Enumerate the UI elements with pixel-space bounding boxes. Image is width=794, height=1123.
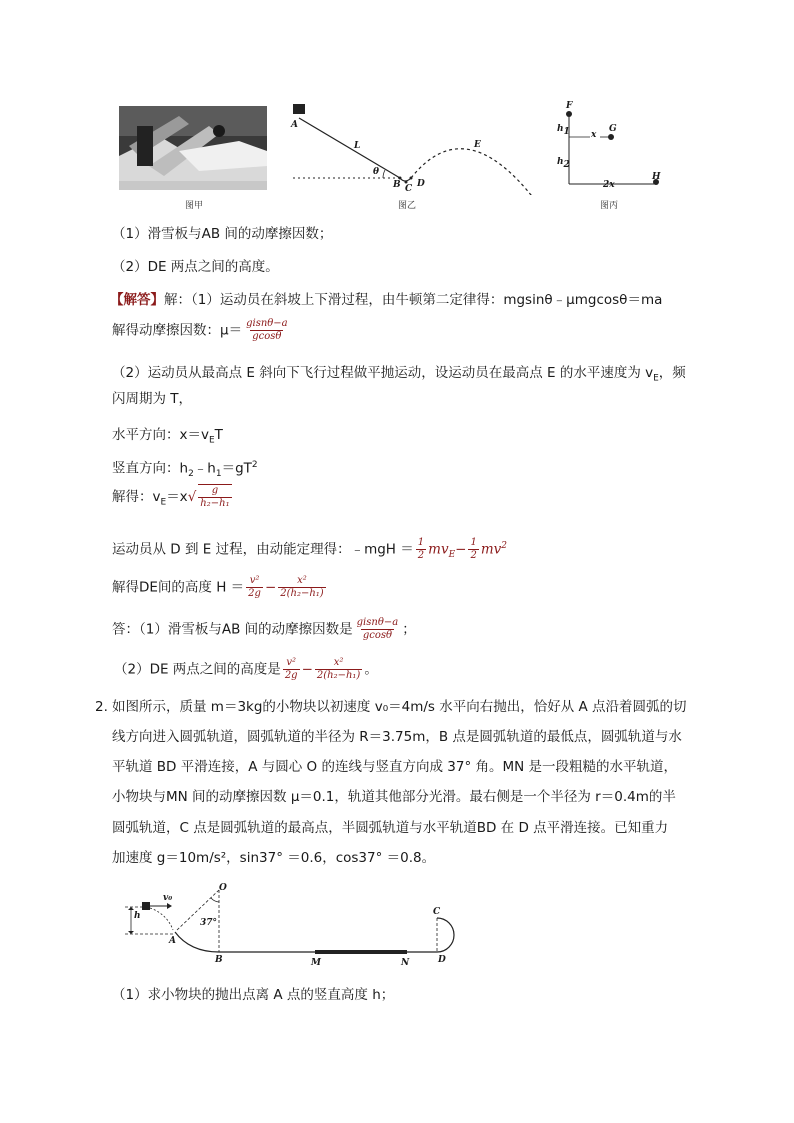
label-L: L: [354, 141, 361, 151]
part2-line1: （2）运动员从最高点 E 斜向下飞行过程做平抛运动，设运动员在最高点 E 的水平速度为 $v_E$，频: [112, 365, 686, 384]
label-C-fig2: C: [405, 184, 413, 194]
q2-number: 2.: [95, 699, 108, 715]
label-A-fig2: A: [291, 120, 298, 130]
answer2: （2）DE 两点之间的高度是 $\frac{\text{v²}}{2g}$ − $\frac{\text{x²}}{\text{2(h₂−h₁)}}$ 。: [114, 657, 378, 681]
label-H: H: [652, 172, 661, 182]
label-A-q2: A: [169, 936, 176, 946]
caption-fig2: 图乙: [398, 201, 417, 211]
q2-part1: （1）求小物块的抛出点离 A 点的竖直高度 h；: [112, 987, 395, 1003]
label-E-fig2: E: [474, 140, 481, 150]
label-h2: $h_2$: [557, 157, 570, 170]
q2-line-2: 线方向进入圆弧轨道，圆弧轨道的半径为 R＝3.75m，B 点是圆弧轨道的最低点，圆弧轨道与水: [112, 729, 682, 745]
slope-diagram: [285, 100, 535, 195]
q2-line-3: 平轨道 BD 平滑连接，A 与圆心 O 的连线与竖直方向成 37° 角。MN 是一段粗糙的水平轨道，: [112, 759, 678, 775]
answer-tag: 【解答】: [110, 292, 164, 308]
photo-figure: [119, 106, 267, 190]
q1-part1: （1）滑雪板与AB 间的动摩擦因数；: [112, 226, 333, 242]
label-F: F: [566, 101, 573, 111]
q1-part2: （2）DE 两点之间的高度。: [112, 259, 279, 275]
label-N: N: [401, 958, 410, 968]
label-D-q2: D: [438, 955, 446, 965]
horizontal-eq: 水平方向：$x=v_ET$: [112, 427, 223, 446]
q2-line-6: 加速度 g＝10m/s²，sin37° ＝0.6，cos37° ＝0.8。: [112, 850, 436, 866]
label-D-fig2: D: [417, 179, 425, 189]
label-C-q2: C: [433, 907, 441, 917]
q2-line-1: 如图所示，质量 m＝3kg的小物块以初速度 v₀＝4m/s 水平向右抛出，恰好从 A 点沿着圆弧的切: [112, 699, 687, 715]
label-h1: $h_1$: [557, 124, 570, 137]
label-B-q2: B: [215, 955, 223, 965]
answer-line1: 【解答】解：（1）运动员在斜坡上下滑过程，由牛顿第二定律得：mgsinθ﹣μmgcosθ＝ma: [110, 292, 663, 308]
energy-eq: 运动员从 D 到 E 过程，由动能定理得：﹣mgH ＝ $\frac{1}{2}$ $mv_E-$ $\frac{1}{2}$ $mv^2$: [112, 537, 508, 561]
q2-line-4: 小物块与MN 间的动摩擦因数 μ＝0.1，轨道其他部分光滑。最右侧是一个半径为 r＝0.4m的半: [112, 789, 676, 805]
answer1: 答：（1）滑雪板与AB 间的动摩擦因数是 $\frac{\text{gisnθ−a}}{gcos\theta}$ ；: [112, 617, 416, 641]
caption-fig1: 图甲: [185, 201, 204, 211]
label-O: O: [219, 883, 227, 893]
label-37deg: 37°: [200, 918, 218, 928]
part2-line2: 闪周期为 T，: [112, 391, 193, 407]
label-M: M: [311, 958, 321, 968]
vertical-eq: 竖直方向：$h_2﹣h_1=gT^2$: [112, 460, 258, 480]
label-2x: 2x: [603, 180, 615, 190]
solve-ve: 解得：$v_E=x√$ $\frac{g}{\text{h₂−h₁}}$: [112, 485, 230, 509]
label-x: x: [591, 130, 597, 140]
label-v0: v₀: [163, 893, 173, 903]
label-B-fig2: B: [393, 180, 401, 190]
label-h-q2: h: [134, 911, 141, 921]
mu-formula: 解得动摩擦因数：μ＝ $\frac{\text{gisnθ−a}}{gcos\theta}$: [112, 318, 288, 342]
q2-line-5: 圆弧轨道，C 点是圆弧轨道的最高点，半圆弧轨道与水平轨道BD 在 D 点平滑连接。已知重力: [112, 820, 669, 836]
label-theta: θ: [373, 167, 380, 177]
height-formula: 解得DE间的高度 H ＝ $\frac{\text{v²}}{2g}$ − $\frac{\text{x²}}{\text{2(h₂−h₁)}}$: [112, 575, 324, 599]
label-G: G: [609, 124, 617, 134]
caption-fig3: 图丙: [600, 201, 619, 211]
